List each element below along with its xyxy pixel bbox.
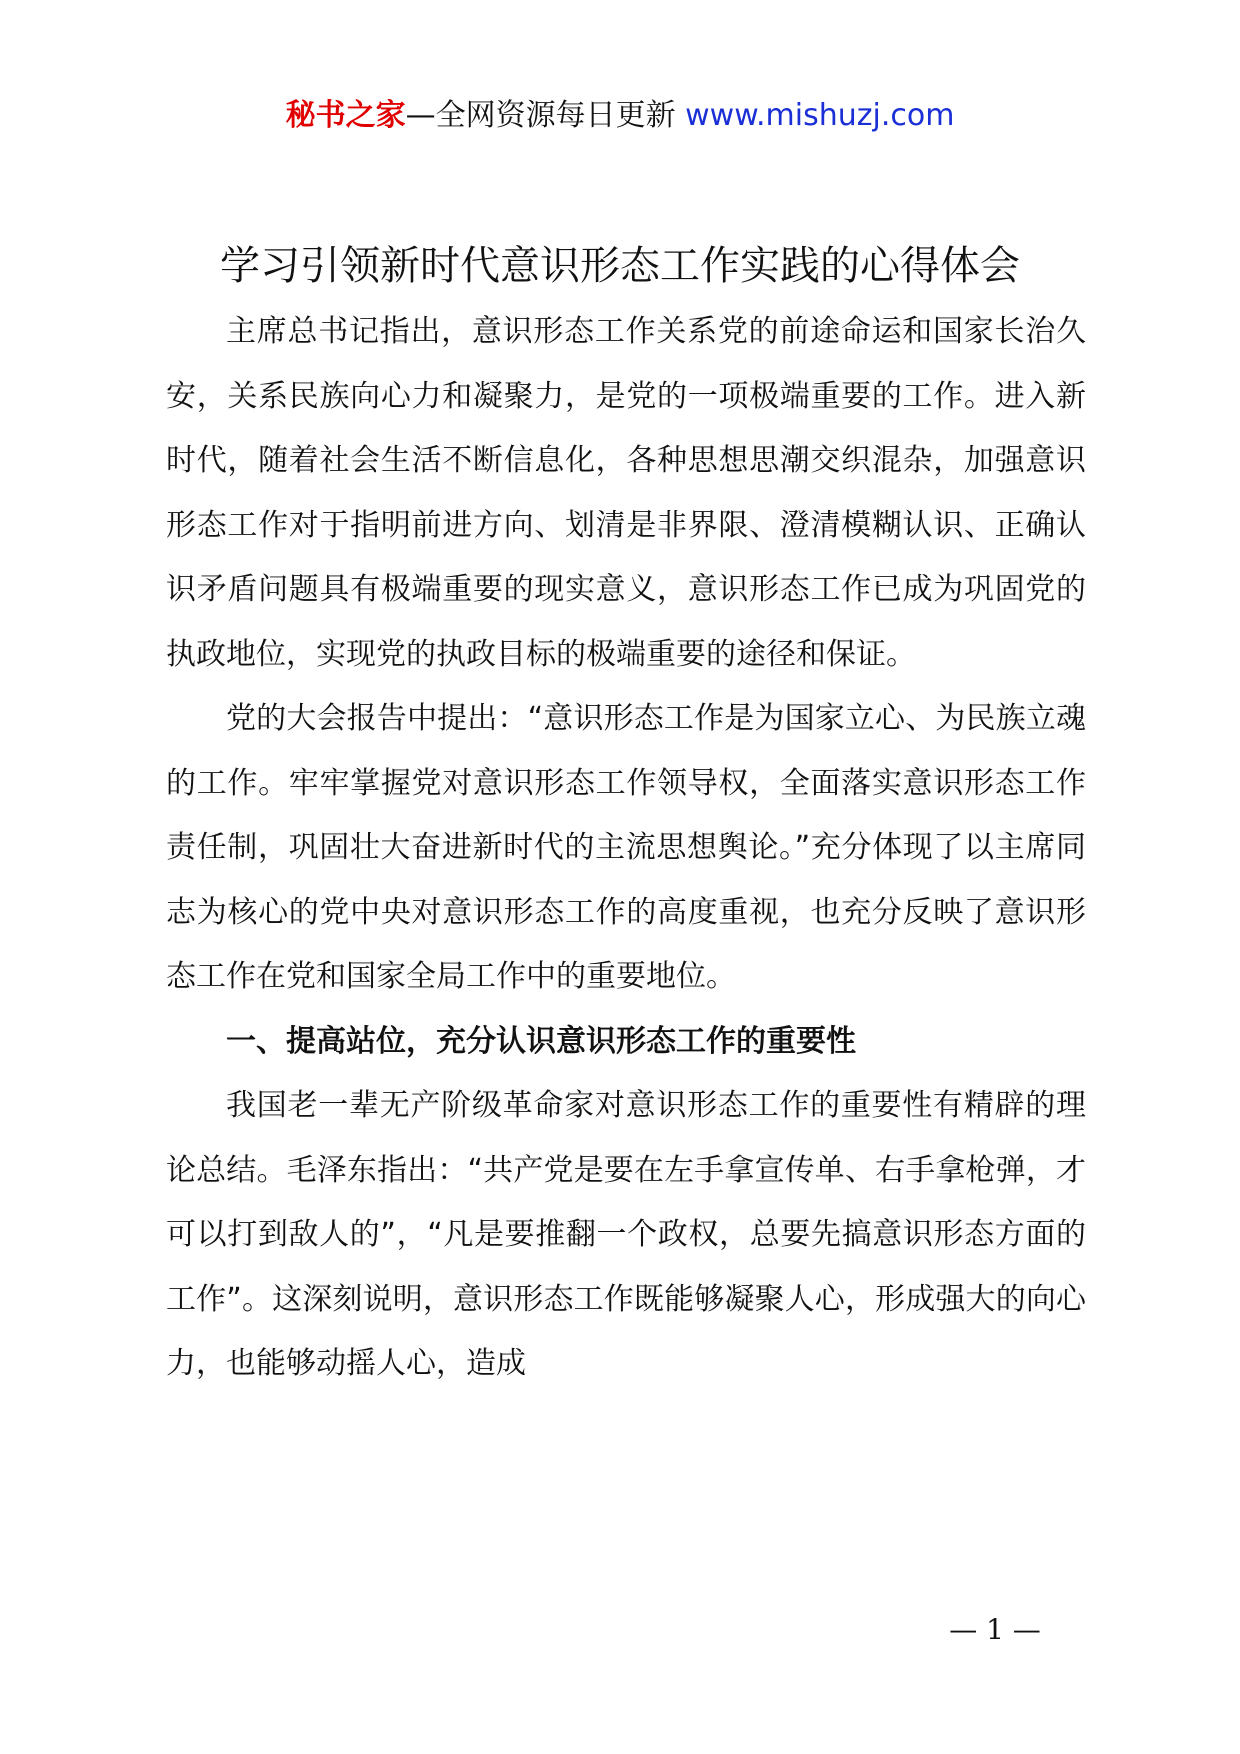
- document-title: 学习引领新时代意识形态工作实践的心得体会: [220, 243, 1020, 289]
- body-paragraph: 主席总书记指出，意识形态工作关系党的前途命运和国家长治久安，关系民族向心力和凝聚力，是党的一项极端重要的工作。进入新时代，随着社会生活不断信息化，各种思想思潮交织混杂，加强意识形态工作对于指明前进方向、划清是非界限、澄清模糊认识、正确认识矛盾问题具有极端重要的现实意义，意识形态工作已成为巩固党的执政地位，实现党的执政目标的极端重要的途径和保证。: [166, 314, 1086, 672]
- site-slogan: —全网资源每日更新: [405, 98, 676, 133]
- page-number: — 1 —: [949, 1613, 1041, 1646]
- section-heading: 一、提高站位，充分认识意识形态工作的重要性: [226, 1023, 856, 1059]
- body-paragraph: 党的大会报告中提出：“意识形态工作是为国家立心、为民族立魂的工作。牢牢掌握党对意识形态工作领导权，全面落实意识形态工作责任制，巩固壮大奋进新时代的主流思想舆论。”充分体现了以主席同志为核心的党中央对意识形态工作的高度重视，也充分反映了意识形态工作在党和国家全局工作中的重要地位。: [166, 701, 1086, 994]
- document-body: [166, 300, 1086, 1397]
- body-paragraph: 我国老一辈无产阶级革命家对意识形态工作的重要性有精辟的理论总结。毛泽东指出：“共产党是要在左手拿宣传单、右手拿枪弹，才可以打到敌人的”，“凡是要推翻一个政权，总要先搞意识形态方面的工作”。这深刻说明，意识形态工作既能够凝聚人心，形成强大的向心力，也能够动摇人心，造成: [166, 1088, 1086, 1381]
- site-banner: [0, 96, 1240, 136]
- site-url-link[interactable]: www.mishuzj.com: [685, 98, 955, 133]
- site-brand-name: 秘书之家: [285, 98, 406, 133]
